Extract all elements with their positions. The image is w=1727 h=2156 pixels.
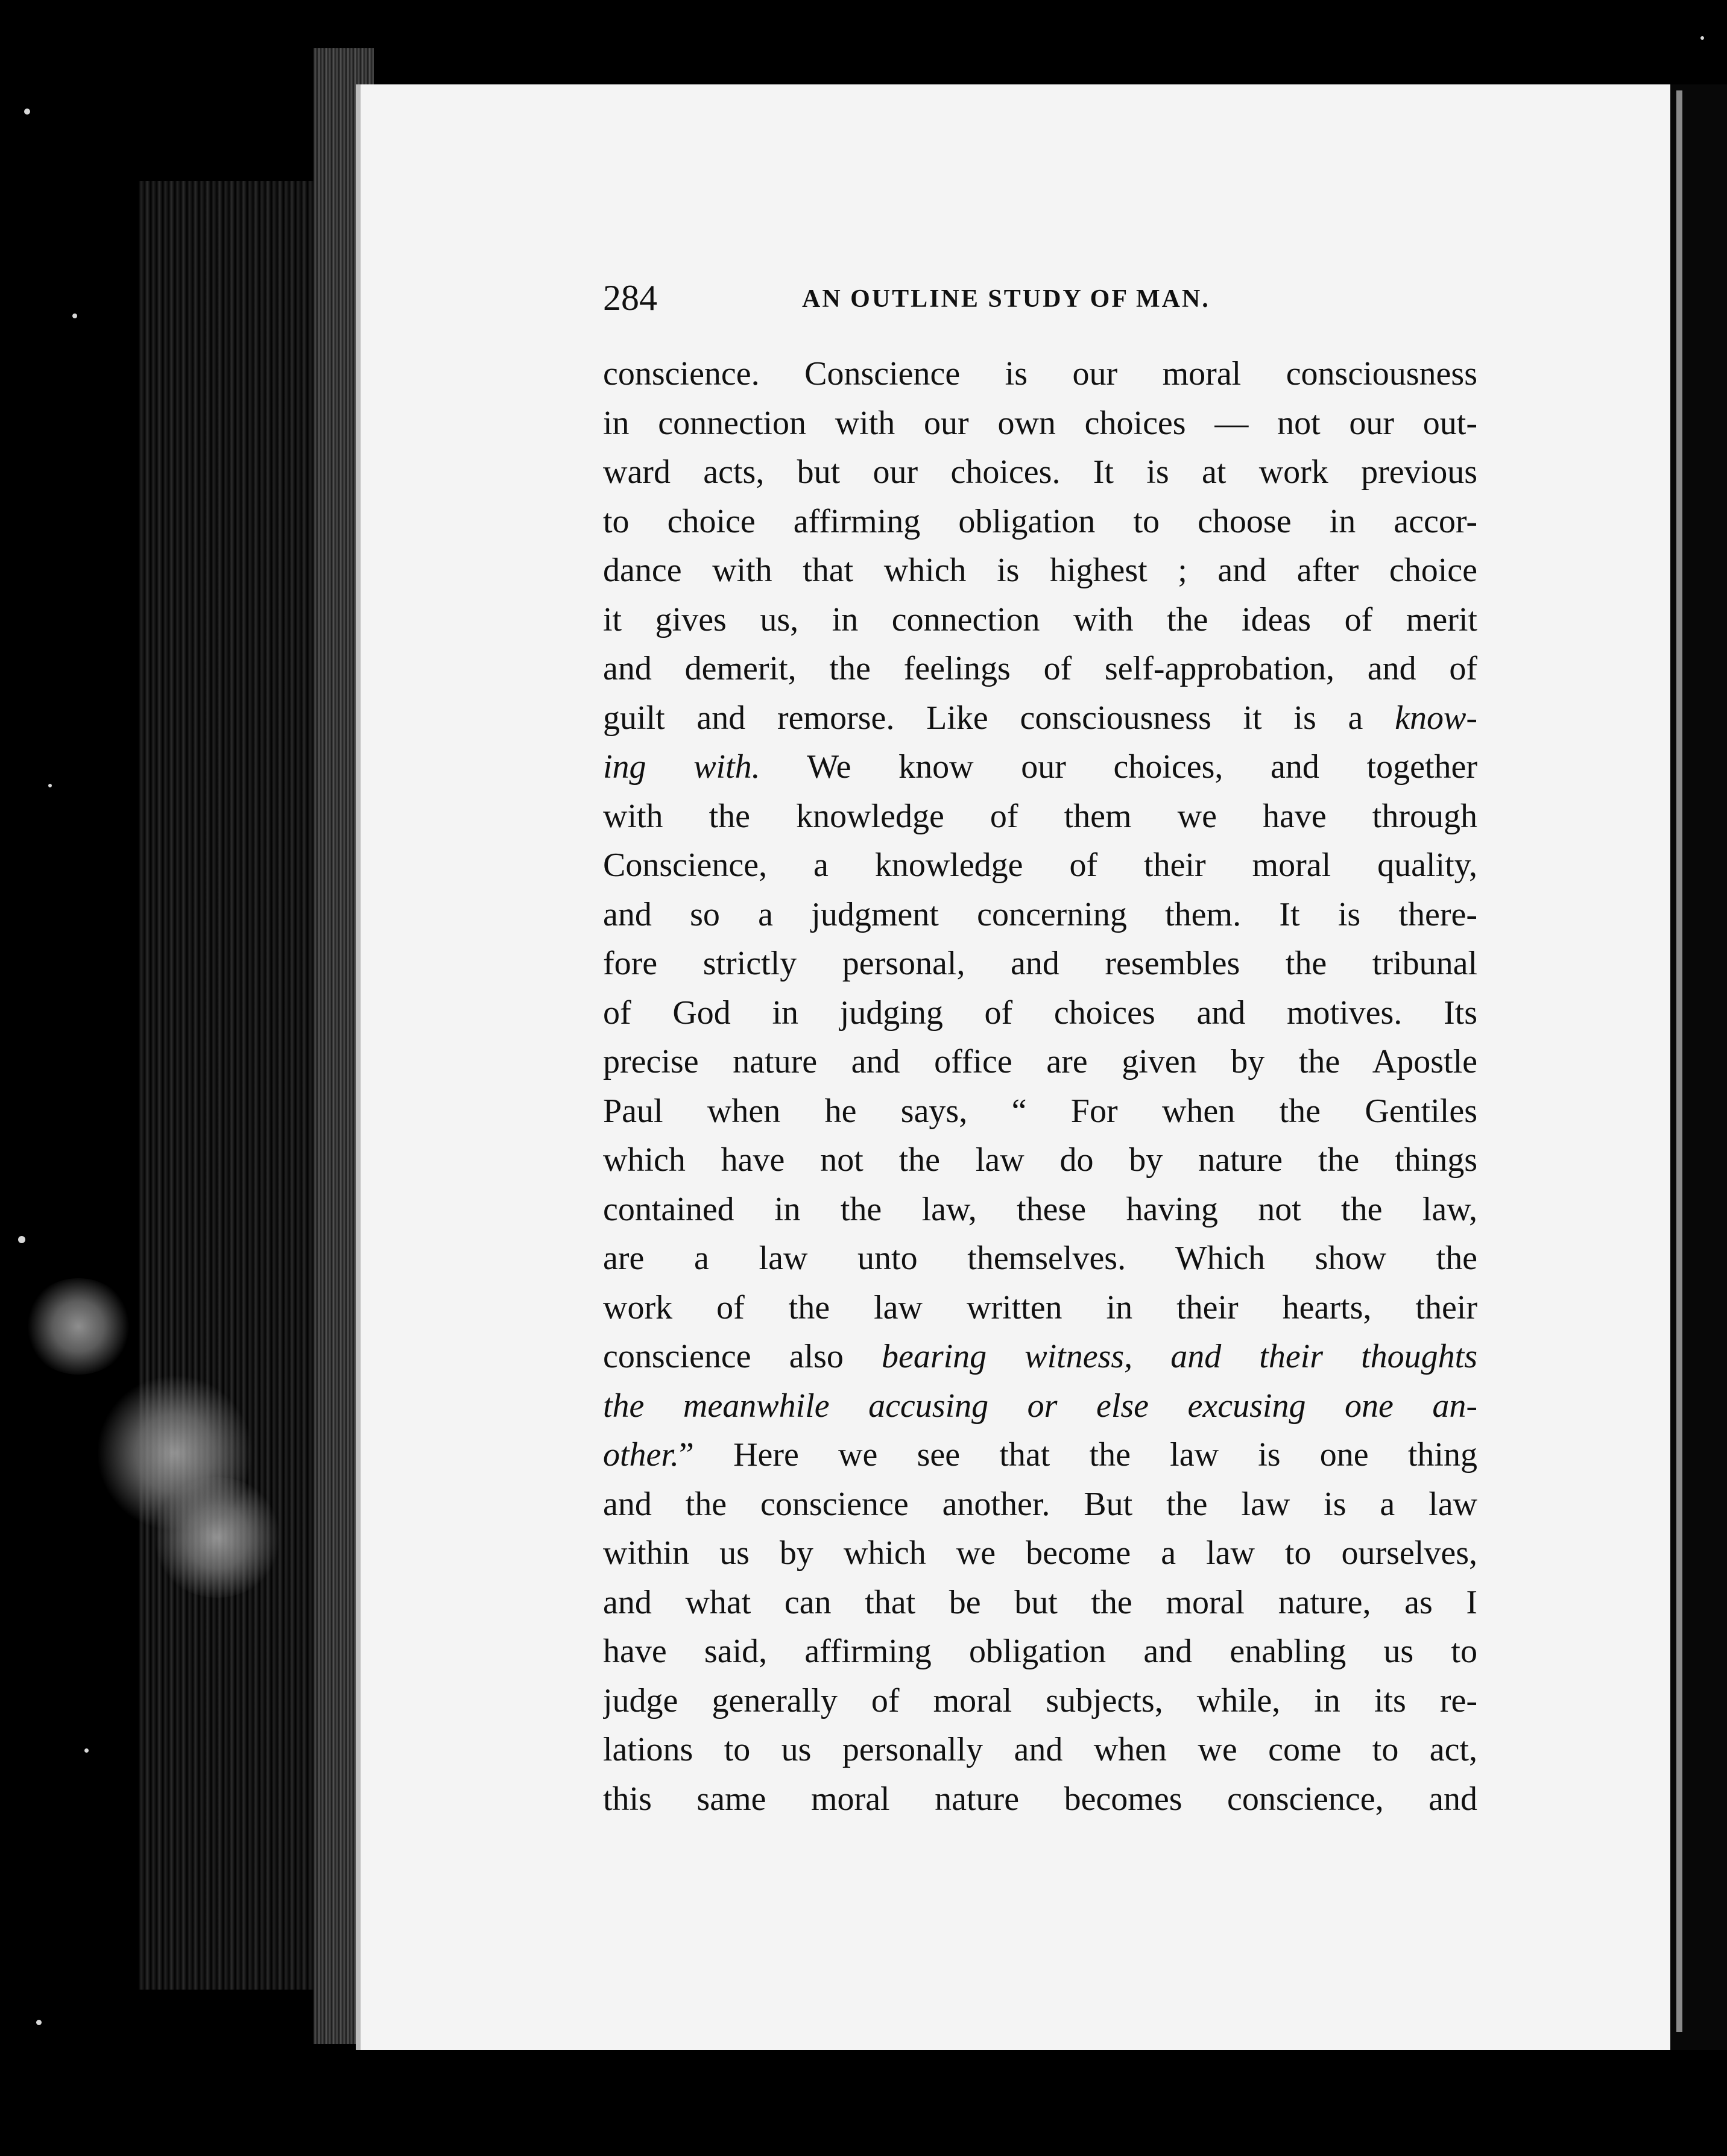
- body-text: [603, 350, 1477, 1824]
- text-line: ward acts, but our choices. It is at work previous: [603, 453, 1477, 491]
- text-line: Conscience, a knowledge of their moral quality,: [603, 846, 1477, 884]
- dust-speck: [36, 2020, 42, 2025]
- text-line: [603, 1332, 1477, 1382]
- text-line: work of the law written in their hearts, their: [603, 1288, 1477, 1326]
- text-line: conscience. Conscience is our moral consciousness: [603, 355, 1477, 392]
- text-line: with the knowledge of them we have through: [603, 797, 1477, 835]
- text-line: which have not the law do by nature the things: [603, 1141, 1477, 1179]
- italic-run: other.: [603, 1436, 679, 1474]
- running-head: AN OUTLINE STUDY OF MAN.: [802, 285, 1210, 313]
- italic-run: know-: [1395, 699, 1477, 737]
- dust-speck: [48, 784, 52, 787]
- text-line: [603, 694, 1477, 743]
- text-line: are a law unto themselves. Which show the: [603, 1240, 1477, 1277]
- dust-speck: [18, 1236, 25, 1243]
- italic-run: bearing witness, and their thoughts: [881, 1338, 1477, 1375]
- text-line: in connection with our own choices — not our out-: [603, 404, 1477, 442]
- text-line: and so a judgment concerning them. It is there-: [603, 895, 1477, 933]
- stain-mark: [24, 1278, 133, 1375]
- text-line: and demerit, the feelings of self-approbation, and of: [603, 650, 1477, 687]
- text-line: Paul when he says, “ For when the Gentiles: [603, 1092, 1477, 1130]
- text-line: within us by which we become a law to ourselves,: [603, 1534, 1477, 1572]
- text-line: lations to us personally and when we come to act,: [603, 1731, 1477, 1768]
- text-line: and what can that be but the moral nature, as I: [603, 1583, 1477, 1621]
- text-line: [603, 743, 1477, 792]
- page-number: 284: [603, 278, 657, 318]
- text-line: it gives us, in connection with the ideas of merit: [603, 600, 1477, 638]
- text-line: this same moral nature becomes conscience, and: [603, 1780, 1477, 1818]
- text-line: fore strictly personal, and resembles the tribunal: [603, 945, 1477, 982]
- text-line: and the conscience another. But the law is a law: [603, 1485, 1477, 1523]
- italic-run: ing with.: [603, 748, 760, 786]
- book-fore-edge-left: [139, 181, 314, 1990]
- dust-speck: [84, 1748, 89, 1753]
- text-line: judge generally of moral subjects, while, in its re-: [603, 1682, 1477, 1719]
- facing-page-edge: [1676, 90, 1682, 2032]
- text-run: ” Here we see that the law is one thing: [679, 1436, 1477, 1474]
- text-line: contained in the law, these having not the law,: [603, 1190, 1477, 1228]
- text-run: conscience also: [603, 1338, 882, 1375]
- stain-mark: [151, 1477, 283, 1598]
- text-line: of God in judging of choices and motives. Its: [603, 994, 1477, 1032]
- page-header: [603, 277, 1477, 326]
- text-line: have said, affirming obligation and enabling us to: [603, 1633, 1477, 1670]
- dust-speck: [1700, 36, 1704, 40]
- dust-speck: [24, 109, 30, 115]
- text-run: We know our choices, and together: [760, 748, 1477, 786]
- text-line: dance with that which is highest ; and after choice: [603, 552, 1477, 589]
- text-line: to choice affirming obligation to choose in accor-: [603, 502, 1477, 540]
- text-line: precise nature and office are given by the Apostle: [603, 1043, 1477, 1080]
- dust-speck: [72, 314, 77, 318]
- text-run: guilt and remorse. Like consciousness it is a: [603, 699, 1395, 737]
- text-line: [603, 1431, 1477, 1480]
- text-line: the meanwhile accusing or else excusing one an-: [603, 1387, 1477, 1425]
